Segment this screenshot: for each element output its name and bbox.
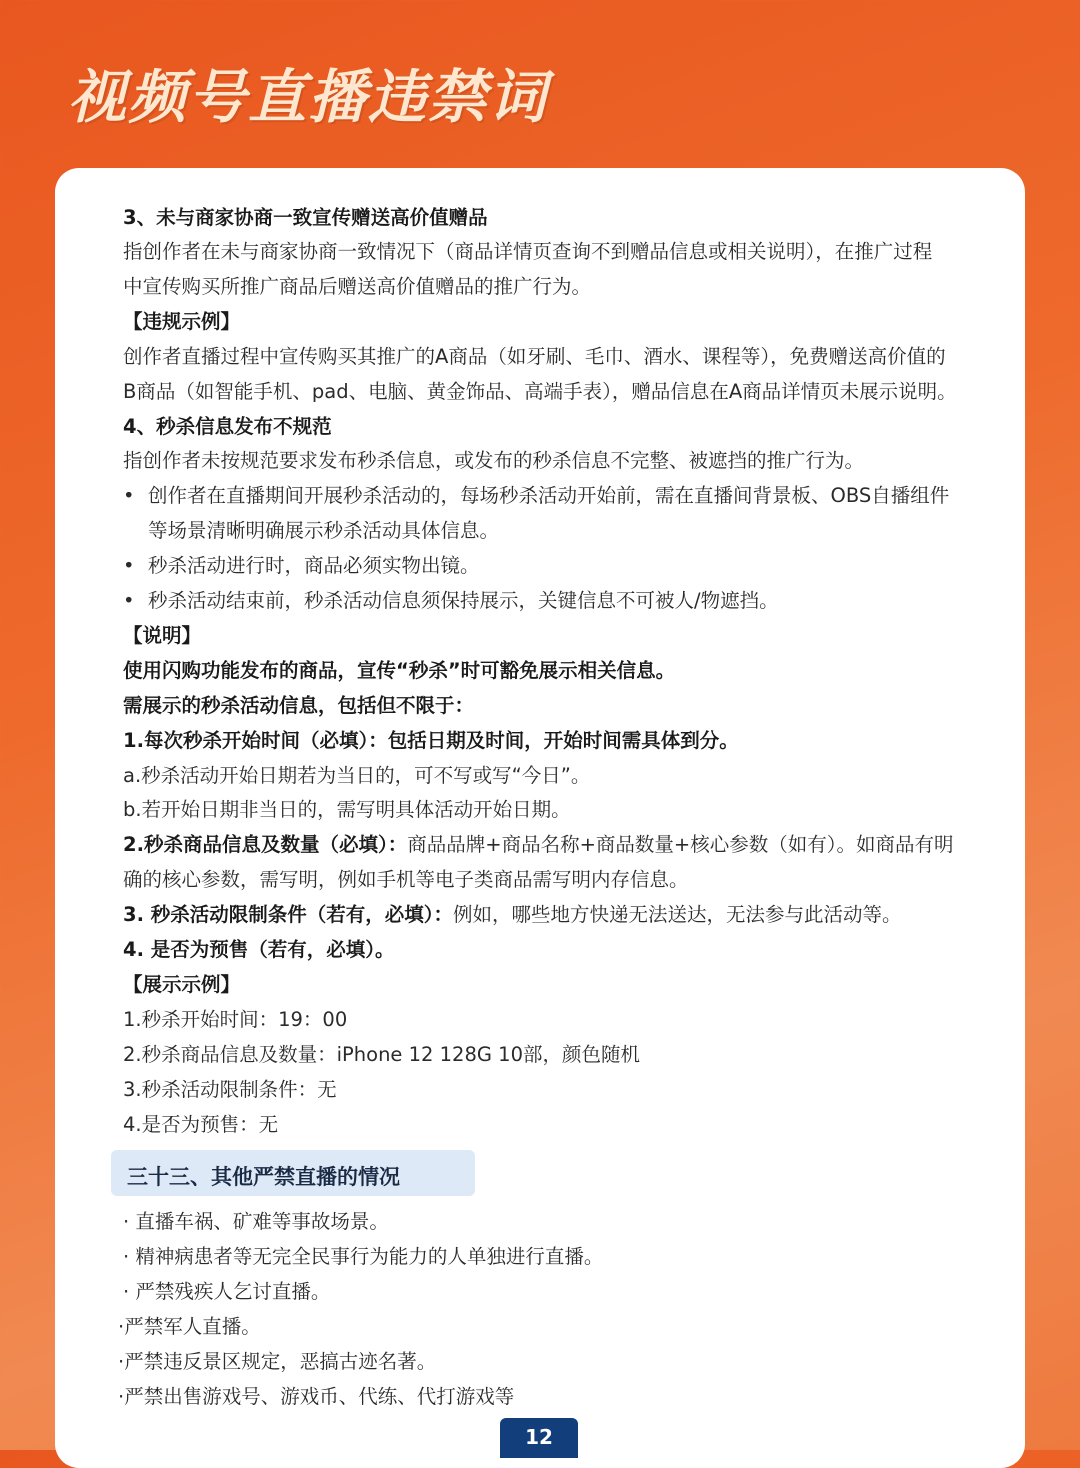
list-item: · 直播车祸、矿难等事故场景。 [123,1210,389,1233]
note-2: 需展示的秒杀活动信息，包括但不限于： [123,694,475,717]
bullet-2: 秒杀活动进行时，商品必须实物出镜。 [148,554,480,577]
note-label: 【说明】 [123,624,202,647]
item4-desc: 指创作者未按规范要求发布秒杀信息，或发布的秒杀信息不完整、被遮挡的推广行为。 [123,449,865,472]
req-1: 1.每次秒杀开始时间（必填）：包括日期及时间，开始时间需具体到分。 [123,729,739,752]
item3-example-label: 【违规示例】 [123,310,241,333]
page-number: 12 [500,1418,578,1458]
req-4: 4. 是否为预售（若有，必填）。 [123,938,395,961]
req-2-text: 商品品牌+商品名称+商品数量+核心参数（如有）。如商品有明 [407,833,954,856]
item4-heading: 4、秒杀信息发布不规范 [123,415,332,438]
bullet-1-line-b: 等场景清晰明确展示秒杀活动具体信息。 [148,519,500,542]
section-33-title: 三十三、其他严禁直播的情况 [127,1165,400,1189]
bullet-1-line-a: 创作者在直播期间开展秒杀活动的，每场秒杀活动开始前，需在直播间背景板、OBS自播组件 [148,484,950,507]
req-3 [123,903,902,927]
bullet-1-dot: • [123,484,135,507]
req-2 [123,833,954,857]
req-2-bold: 2.秒杀商品信息及数量（必填）： [123,833,408,856]
note-1: 使用闪购功能发布的商品，宣传“秒杀”时可豁免展示相关信息。 [123,659,676,682]
bullet-2-dot: • [123,554,135,577]
item3-example-2: B商品（如智能手机、pad、电脑、黄金饰品、高端手表），赠品信息在A商品详情页未展示说明。 [123,380,957,403]
bullet-3-dot: • [123,589,135,612]
item3-desc-1: 指创作者在未与商家协商一致情况下（商品详情页查询不到赠品信息或相关说明），在推广过程 [123,240,933,263]
req-2-text-2: 确的核心参数，需写明，例如手机等电子类商品需写明内存信息。 [123,868,689,891]
page-title: 视频号直播违禁词 [68,63,549,131]
list-item: ·严禁违反景区规定，恶搞古迹名著。 [118,1350,437,1373]
req-1-b: b.若开始日期非当日的，需写明具体活动开始日期。 [123,798,571,821]
list-item: · 严禁残疾人乞讨直播。 [123,1280,331,1303]
list-item: ·严禁军人直播。 [118,1315,261,1338]
display-1: 1.秒杀开始时间：19：00 [123,1008,348,1031]
item3-desc-2: 中宣传购买所推广商品后赠送高价值赠品的推广行为。 [123,275,592,298]
display-3: 3.秒杀活动限制条件：无 [123,1078,337,1101]
display-2: 2.秒杀商品信息及数量：iPhone 12 128G 10部，颜色随机 [123,1043,640,1066]
item3-example-1: 创作者直播过程中宣传购买其推广的A商品（如牙刷、毛巾、酒水、课程等），免费赠送高价值的 [123,345,946,368]
display-4: 4.是否为预售：无 [123,1113,279,1136]
item3-heading: 3、未与商家协商一致宣传赠送高价值赠品 [123,206,488,229]
bullet-3: 秒杀活动结束前，秒杀活动信息须保持展示，关键信息不可被人/物遮挡。 [148,589,779,612]
req-3-text: 例如，哪些地方快递无法送达，无法参与此活动等。 [453,903,902,926]
display-label: 【展示示例】 [123,973,241,996]
content-card [55,168,1025,1468]
req-1-a: a.秒杀活动开始日期若为当日的，可不写或写“今日”。 [123,764,591,787]
section-33-header [111,1150,475,1196]
list-item: · 精神病患者等无完全民事行为能力的人单独进行直播。 [123,1245,604,1268]
list-item: ·严禁出售游戏号、游戏币、代练、代打游戏等 [118,1385,515,1408]
req-3-bold: 3. 秒杀活动限制条件（若有，必填）： [123,903,454,926]
